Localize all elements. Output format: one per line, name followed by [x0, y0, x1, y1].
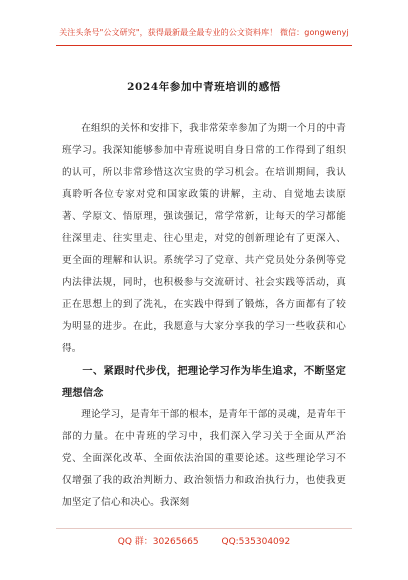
- section-heading: 一、紧跟时代步伐，把理论学习作为毕生追求，不断坚定理想信念: [62, 365, 346, 399]
- section-paragraph: 理论学习，是青年干部的根本，是青年干部的灵魂，是青年干部的力量。在中青班的学习中，我们深入学习关于全面从严治党、全面深化改革、全面依法治国的重要论述。这些理论学习不仅增强了我的政治判断力、政治领悟力和政治执行力，也使我更加坚定了信心和决心。我深刻: [62, 409, 346, 508]
- footer-contact: [0, 534, 408, 547]
- footer-qq: QQ:535304092: [221, 537, 291, 547]
- header-banner: 关注头条号"公文研究"，获得最新最全最专业的公文资料库！ 微信：gongwenyj: [59, 28, 349, 37]
- document-body: [62, 118, 346, 514]
- footer-divider: [56, 528, 352, 529]
- header-divider: [56, 45, 352, 46]
- document-title: 2024年参加中青班培训的感悟: [127, 81, 281, 93]
- intro-paragraph: 在组织的关怀和安排下，我非常荣幸参加了为期一个月的中青班学习。我深知能够参加中青班说明自身日常的工作得到了组织的认可，所以非常珍惜这次宝贵的学习机会。在培训期间，我认真聆听各位专家对党和国家政策的讲解，主动、自觉地去读原著、学原文、悟原理，强读强记，常学常新，让每天的学习都能往深里走、往实里走、往心里走，对党的创新理论有了更深入、更全面的理解和认识。系统学习了党章、共产党员处分条例等党内法律法规，同时，也积极参与交流研讨、社会实践等活动，真正在思想上的到了洗礼，在实践中得到了锻炼，各方面都有了较为明显的进步。在此，我愿意与大家分享我的学习一些收获和心得。: [62, 123, 346, 354]
- footer-qq-group: QQ 群：30265665: [117, 537, 199, 547]
